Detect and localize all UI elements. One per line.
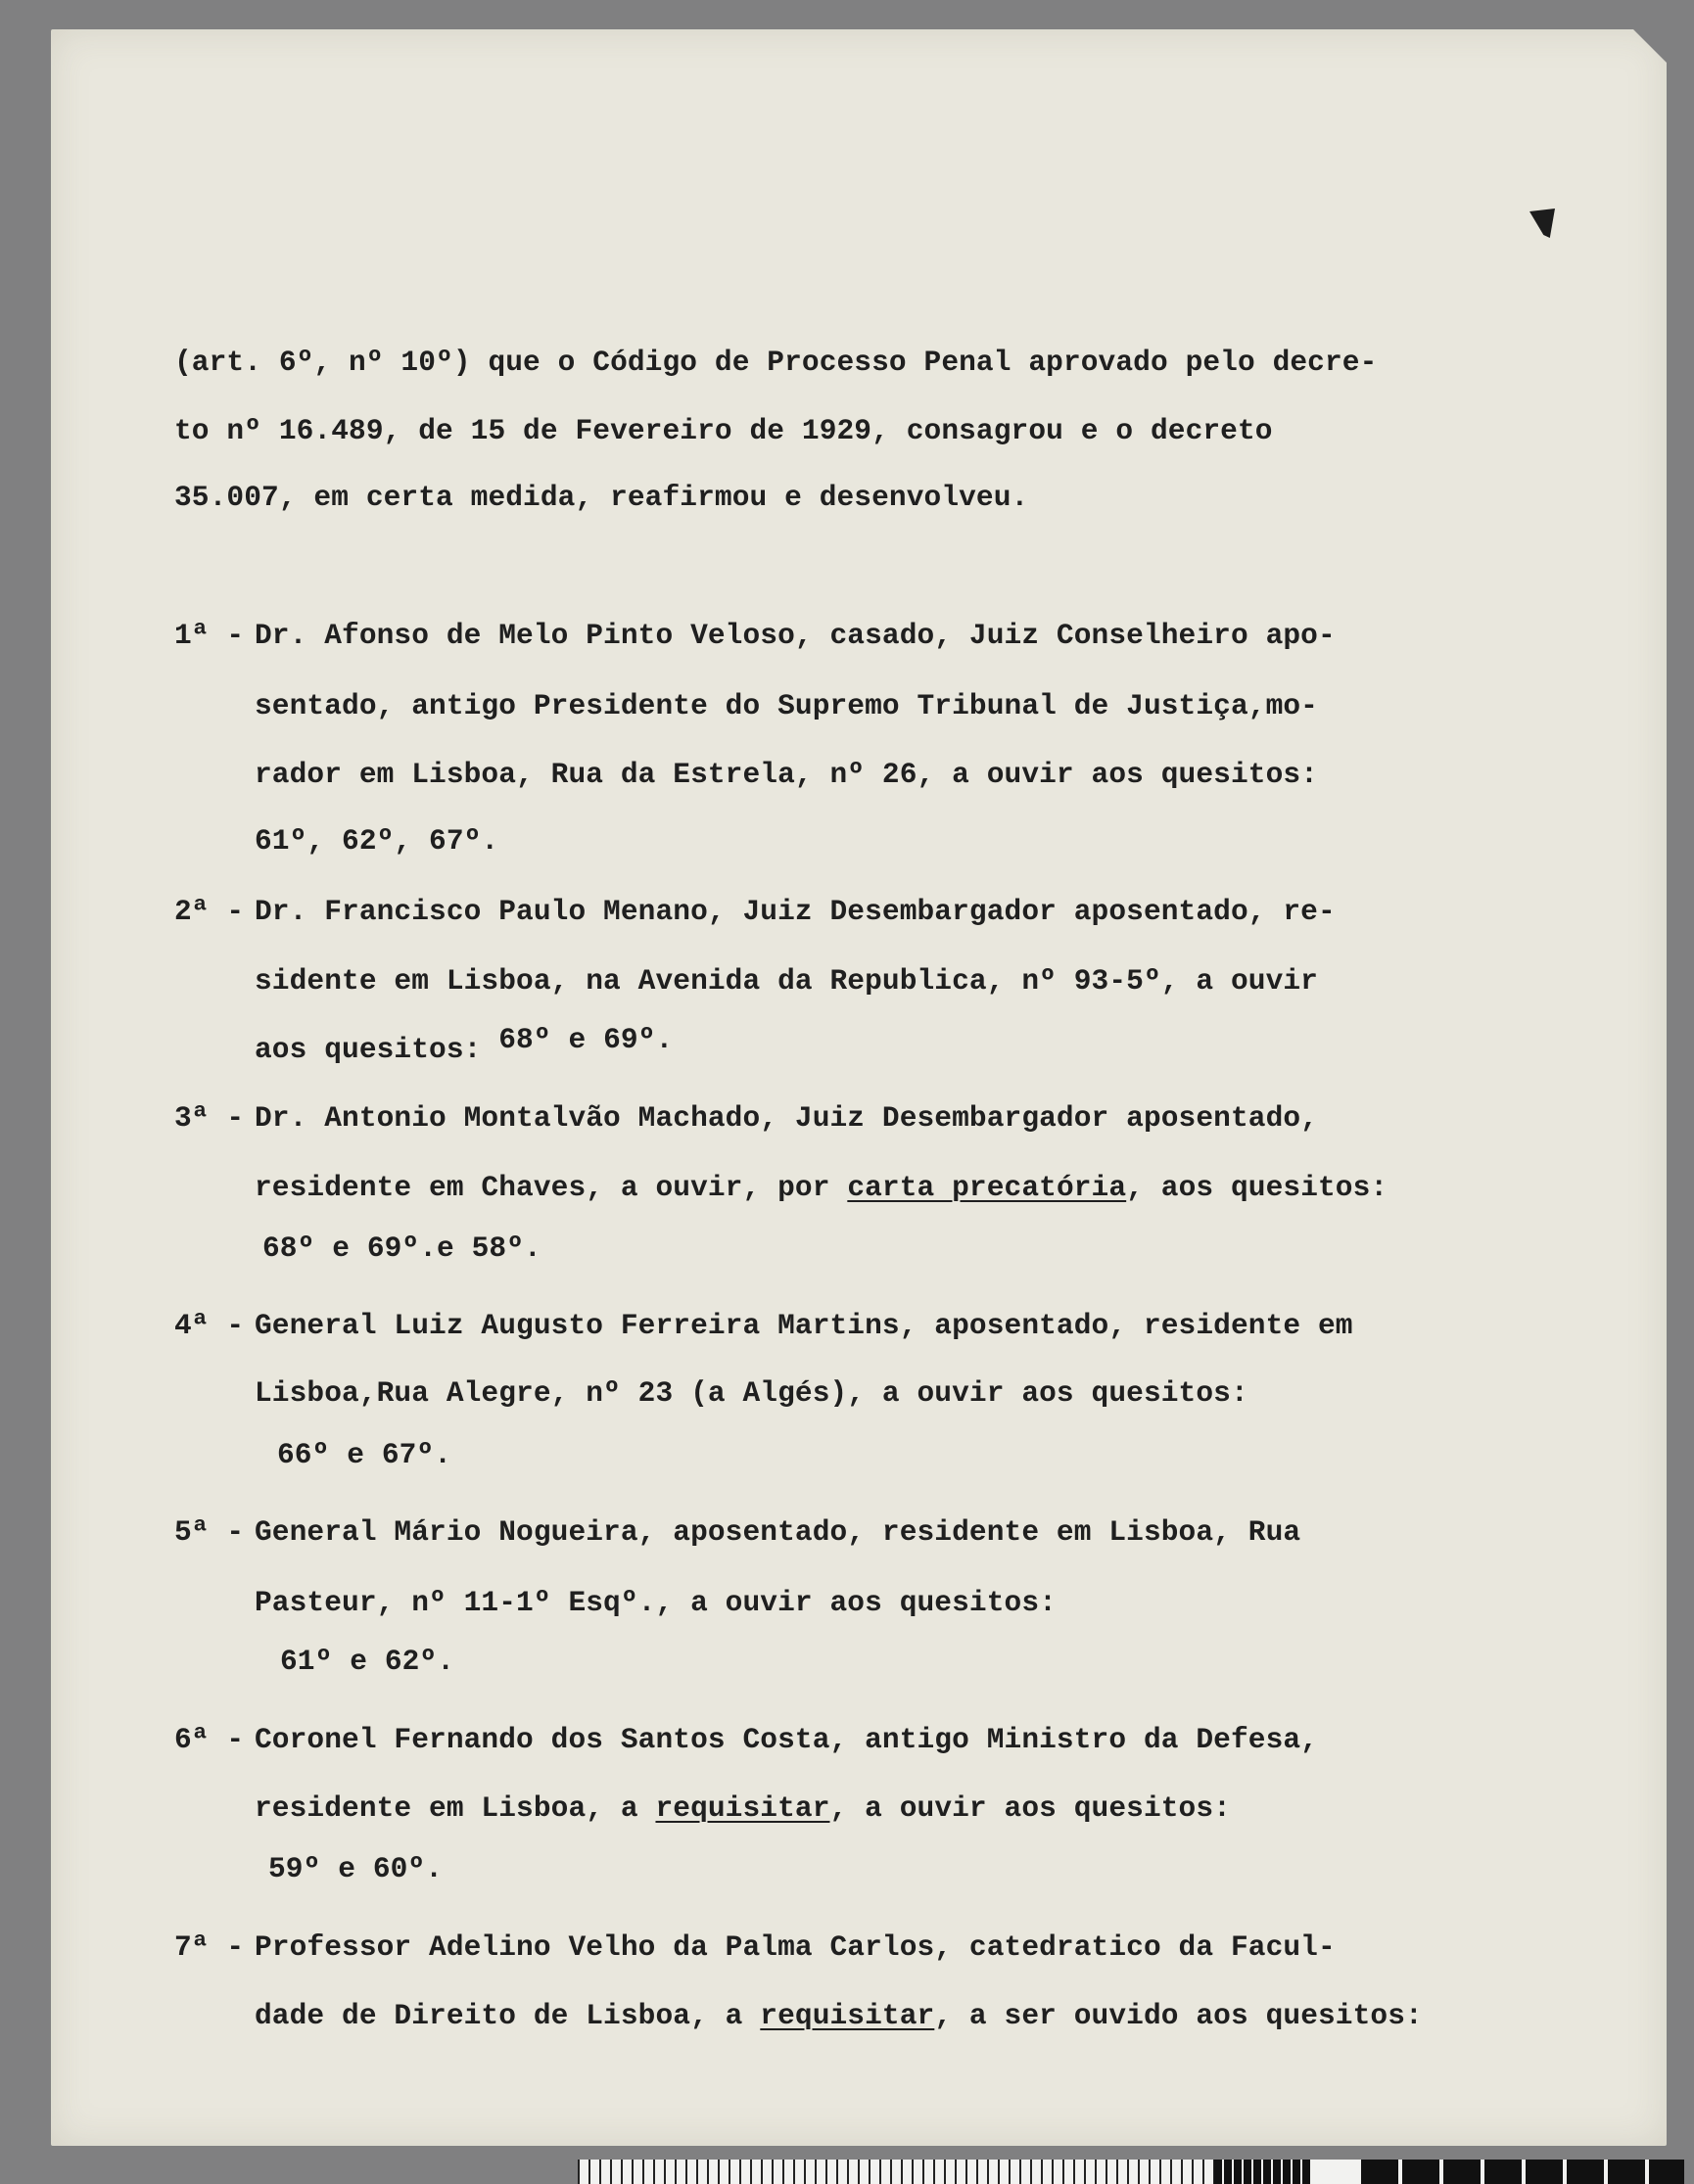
witness-line: sidente em Lisboa, na Avenida da Republica, nº 93-5º, a ouvir bbox=[255, 964, 1318, 998]
witness-number: 1ª - bbox=[174, 619, 245, 652]
witness-questions: 68º e 69º.e 58º. bbox=[262, 1231, 541, 1265]
intro-line: to nº 16.489, de 15 de Fevereiro de 1929, consagrou e o decreto bbox=[174, 414, 1273, 447]
witness-line: Dr. Afonso de Melo Pinto Veloso, casado, Juiz Conselheiro apo- bbox=[255, 619, 1336, 652]
intro-line: 35.007, em certa medida, reafirmou e desenvolveu. bbox=[174, 481, 1029, 514]
witness-line: Lisboa,Rua Alegre, nº 23 (a Algés), a ouvir aos quesitos: bbox=[255, 1376, 1248, 1410]
witness-line-text: residente em Chaves, a ouvir, por bbox=[255, 1171, 848, 1204]
witness-questions: 68º e 69º. bbox=[498, 1023, 674, 1056]
witness-number: 6ª - bbox=[174, 1723, 245, 1756]
underlined-term: carta precatória bbox=[847, 1171, 1127, 1204]
witness-line bbox=[255, 1023, 674, 1066]
witness-line: Dr. Francisco Paulo Menano, Juiz Desembargador aposentado, re- bbox=[255, 895, 1336, 928]
ruler-ticks bbox=[578, 2160, 1214, 2184]
underlined-term: requisitar bbox=[760, 1999, 935, 2032]
witness-questions: 66º e 67º. bbox=[277, 1438, 452, 1471]
witness-questions: 61º, 62º, 67º. bbox=[255, 824, 499, 858]
witness-line-text: dade de Direito de Lisboa, a bbox=[255, 1999, 761, 2032]
witness-line-text: , aos quesitos: bbox=[1126, 1171, 1388, 1204]
witness-line: Dr. Antonio Montalvão Machado, Juiz Desembargador aposentado, bbox=[255, 1101, 1318, 1135]
witness-questions: 61º e 62º. bbox=[280, 1645, 455, 1678]
witness-line: rador em Lisboa, Rua da Estrela, nº 26, a ouvir aos quesitos: bbox=[255, 758, 1318, 791]
ruler-bar bbox=[1214, 2160, 1312, 2184]
witness-line bbox=[255, 1171, 1388, 1204]
scale-ruler bbox=[578, 2160, 1684, 2184]
ruler-bar bbox=[1361, 2160, 1684, 2184]
witness-line: Coronel Fernando dos Santos Costa, antigo Ministro da Defesa, bbox=[255, 1723, 1318, 1756]
witness-line: General Mário Nogueira, aposentado, residente em Lisboa, Rua bbox=[255, 1515, 1301, 1549]
witness-number: 3ª - bbox=[174, 1101, 245, 1135]
witness-line-prefix: aos quesitos: bbox=[255, 1033, 499, 1066]
witness-number: 7ª - bbox=[174, 1930, 245, 1964]
witness-line: Professor Adelino Velho da Palma Carlos, catedratico da Facul- bbox=[255, 1930, 1336, 1964]
witness-line bbox=[255, 1999, 1423, 2032]
witness-number: 2ª - bbox=[174, 895, 245, 928]
folded-corner bbox=[1633, 29, 1667, 63]
witness-line-text: , a ser ouvido aos quesitos: bbox=[934, 1999, 1423, 2032]
witness-line: General Luiz Augusto Ferreira Martins, aposentado, residente em bbox=[255, 1309, 1353, 1342]
intro-line: (art. 6º, nº 10º) que o Código de Processo Penal aprovado pelo decre- bbox=[174, 346, 1378, 379]
witness-number: 4ª - bbox=[174, 1309, 245, 1342]
witness-number: 5ª - bbox=[174, 1515, 245, 1549]
punch-mark bbox=[1529, 209, 1555, 238]
witness-line-text: residente em Lisboa, a bbox=[255, 1791, 656, 1825]
underlined-term: requisitar bbox=[655, 1791, 830, 1825]
witness-line-text: , a ouvir aos quesitos: bbox=[829, 1791, 1231, 1825]
witness-questions: 59º e 60º. bbox=[268, 1852, 444, 1885]
witness-line: Pasteur, nº 11-1º Esqº., a ouvir aos quesitos: bbox=[255, 1586, 1057, 1619]
witness-line: sentado, antigo Presidente do Supremo Tribunal de Justiça,mo- bbox=[255, 689, 1318, 722]
witness-line bbox=[255, 1791, 1231, 1825]
